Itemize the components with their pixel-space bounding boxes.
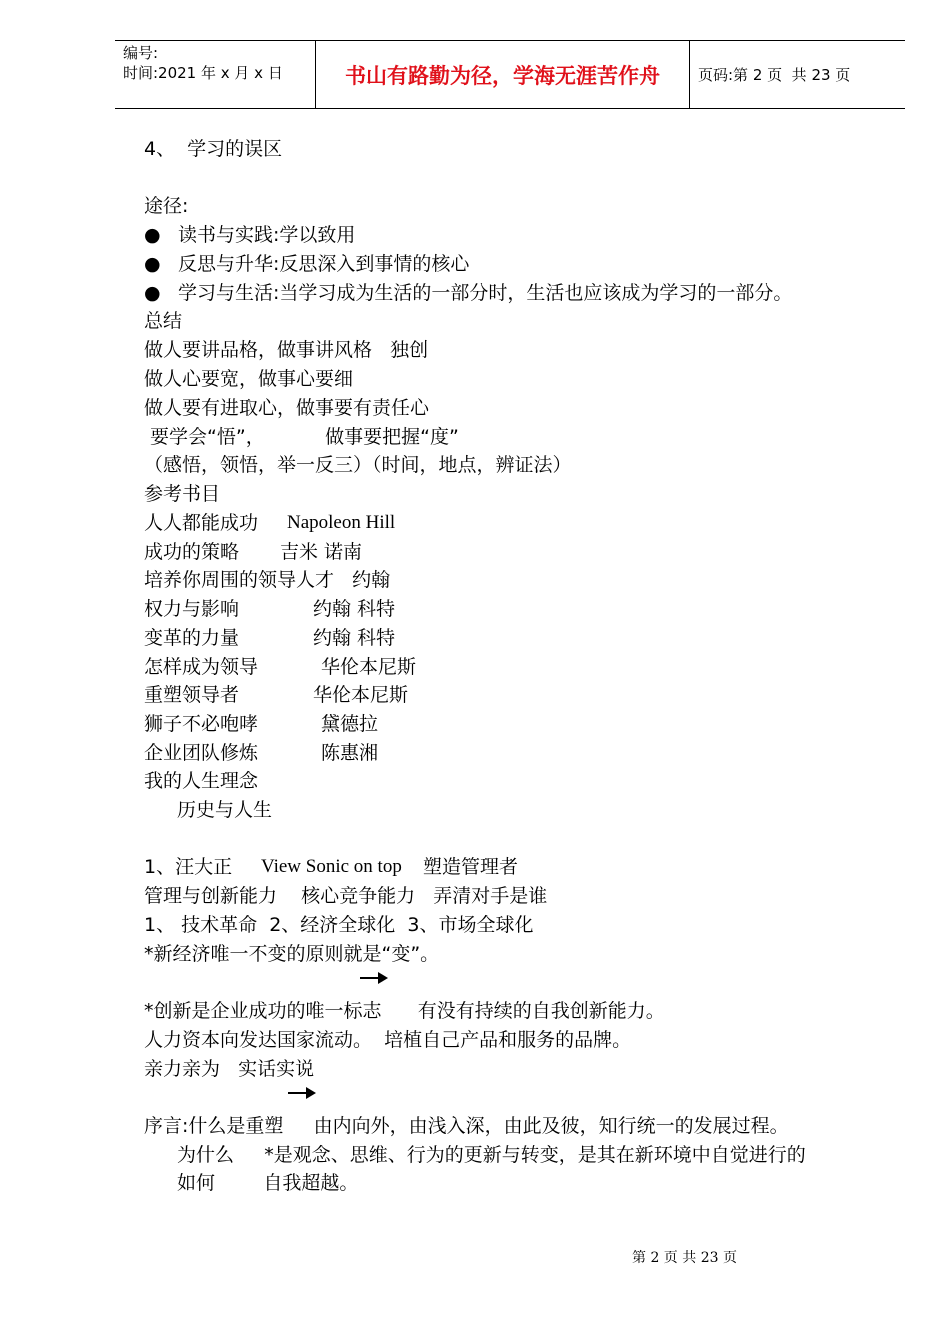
text-line: View Sonic on top bbox=[261, 856, 402, 877]
header-page-info bbox=[690, 41, 905, 108]
text-line: 1、汪大正 bbox=[144, 856, 233, 878]
book-author: 约翰 科特 bbox=[313, 627, 396, 649]
book-author: 黛德拉 bbox=[321, 713, 379, 735]
bullet-dot-icon: ● bbox=[144, 253, 161, 275]
book-author: Napoleon Hill bbox=[287, 512, 396, 533]
book-author: 约翰 科特 bbox=[313, 598, 396, 620]
text-line: 历史与人生 bbox=[177, 799, 273, 821]
text-line: 做人要讲品格，做事讲风格 独创 bbox=[144, 339, 429, 361]
section-heading: 4、 学习的误区 bbox=[144, 138, 283, 160]
summary-heading: 总结 bbox=[144, 310, 183, 332]
text-line: 管理与创新能力 核心竞争能力 弄清对手是谁 bbox=[144, 885, 548, 907]
text-line: 亲力亲为 实话实说 bbox=[144, 1058, 315, 1080]
text-line: 1、 技术革命 2、经济全球化 3、市场全球化 bbox=[144, 914, 534, 936]
text-line: 做人心要宽，做事心要细 bbox=[144, 368, 354, 390]
book-title: 人人都能成功 bbox=[144, 512, 259, 534]
text-line: 序言:什么是重塑 由内向外，由浅入深，由此及彼，知行统一的发展过程。 bbox=[144, 1115, 789, 1137]
reading-list-heading: 参考书目 bbox=[144, 483, 221, 505]
book-title: 权力与影响 bbox=[144, 598, 240, 620]
bullet-dot-icon: ● bbox=[144, 282, 161, 304]
page-footer: 第 2 页 共 23 页 bbox=[632, 1250, 737, 1266]
text-line: *创新是企业成功的唯一标志 有没有持续的自我创新能力。 bbox=[144, 1000, 665, 1022]
book-author: 吉米 诺南 bbox=[280, 541, 363, 563]
text-line: 做人要有进取心，做事要有责任心 bbox=[144, 397, 430, 419]
text-line: 人力资本向发达国家流动。 培植自己产品和服务的品牌。 bbox=[144, 1029, 632, 1051]
book-title: 企业团队修炼 bbox=[144, 742, 259, 764]
bullet-dot-icon: ● bbox=[144, 224, 161, 246]
time-label: 时间:2021 年 x 月 x 日 bbox=[123, 64, 283, 82]
arrow-right-icon bbox=[288, 1087, 316, 1099]
text-line: 为什么 *是观念、思维、行为的更新与转变，是其在新环境中自觉进行的 bbox=[177, 1144, 806, 1166]
page-header bbox=[115, 40, 905, 109]
book-title: 怎样成为领导 bbox=[144, 656, 259, 678]
book-title: 重塑领导者 bbox=[144, 684, 240, 706]
book-author: 陈惠湘 bbox=[321, 742, 379, 764]
text-line: 要学会“悟”， 做事要把握“度” bbox=[144, 426, 459, 448]
book-entry: 培养你周围的领导人才 约翰 bbox=[144, 569, 391, 591]
book-author: 华伦本尼斯 bbox=[321, 656, 417, 678]
book-title: 变革的力量 bbox=[144, 627, 240, 649]
page-info-text: 页码:第 2 页 共 23 页 bbox=[698, 66, 851, 84]
text-line: *新经济唯一不变的原则就是“变”。 bbox=[144, 943, 440, 965]
arrow-right-icon bbox=[360, 972, 388, 984]
book-title: 狮子不必咆哮 bbox=[144, 713, 259, 735]
paths-label: 途径: bbox=[144, 195, 189, 217]
text-line: 塑造管理者 bbox=[423, 856, 519, 878]
text-line: 我的人生理念 bbox=[144, 770, 259, 792]
header-meta bbox=[115, 41, 316, 108]
book-title: 成功的策略 bbox=[144, 541, 240, 563]
book-author: 华伦本尼斯 bbox=[313, 684, 409, 706]
text-line: 如何 自我超越。 bbox=[177, 1172, 359, 1194]
number-label: 编号: bbox=[123, 44, 159, 62]
text-line: （感悟，领悟，举一反三）（时间，地点，辨证法） bbox=[144, 454, 572, 476]
header-motto: 书山有路勤为径，学海无涯苦作舟 bbox=[316, 41, 690, 108]
